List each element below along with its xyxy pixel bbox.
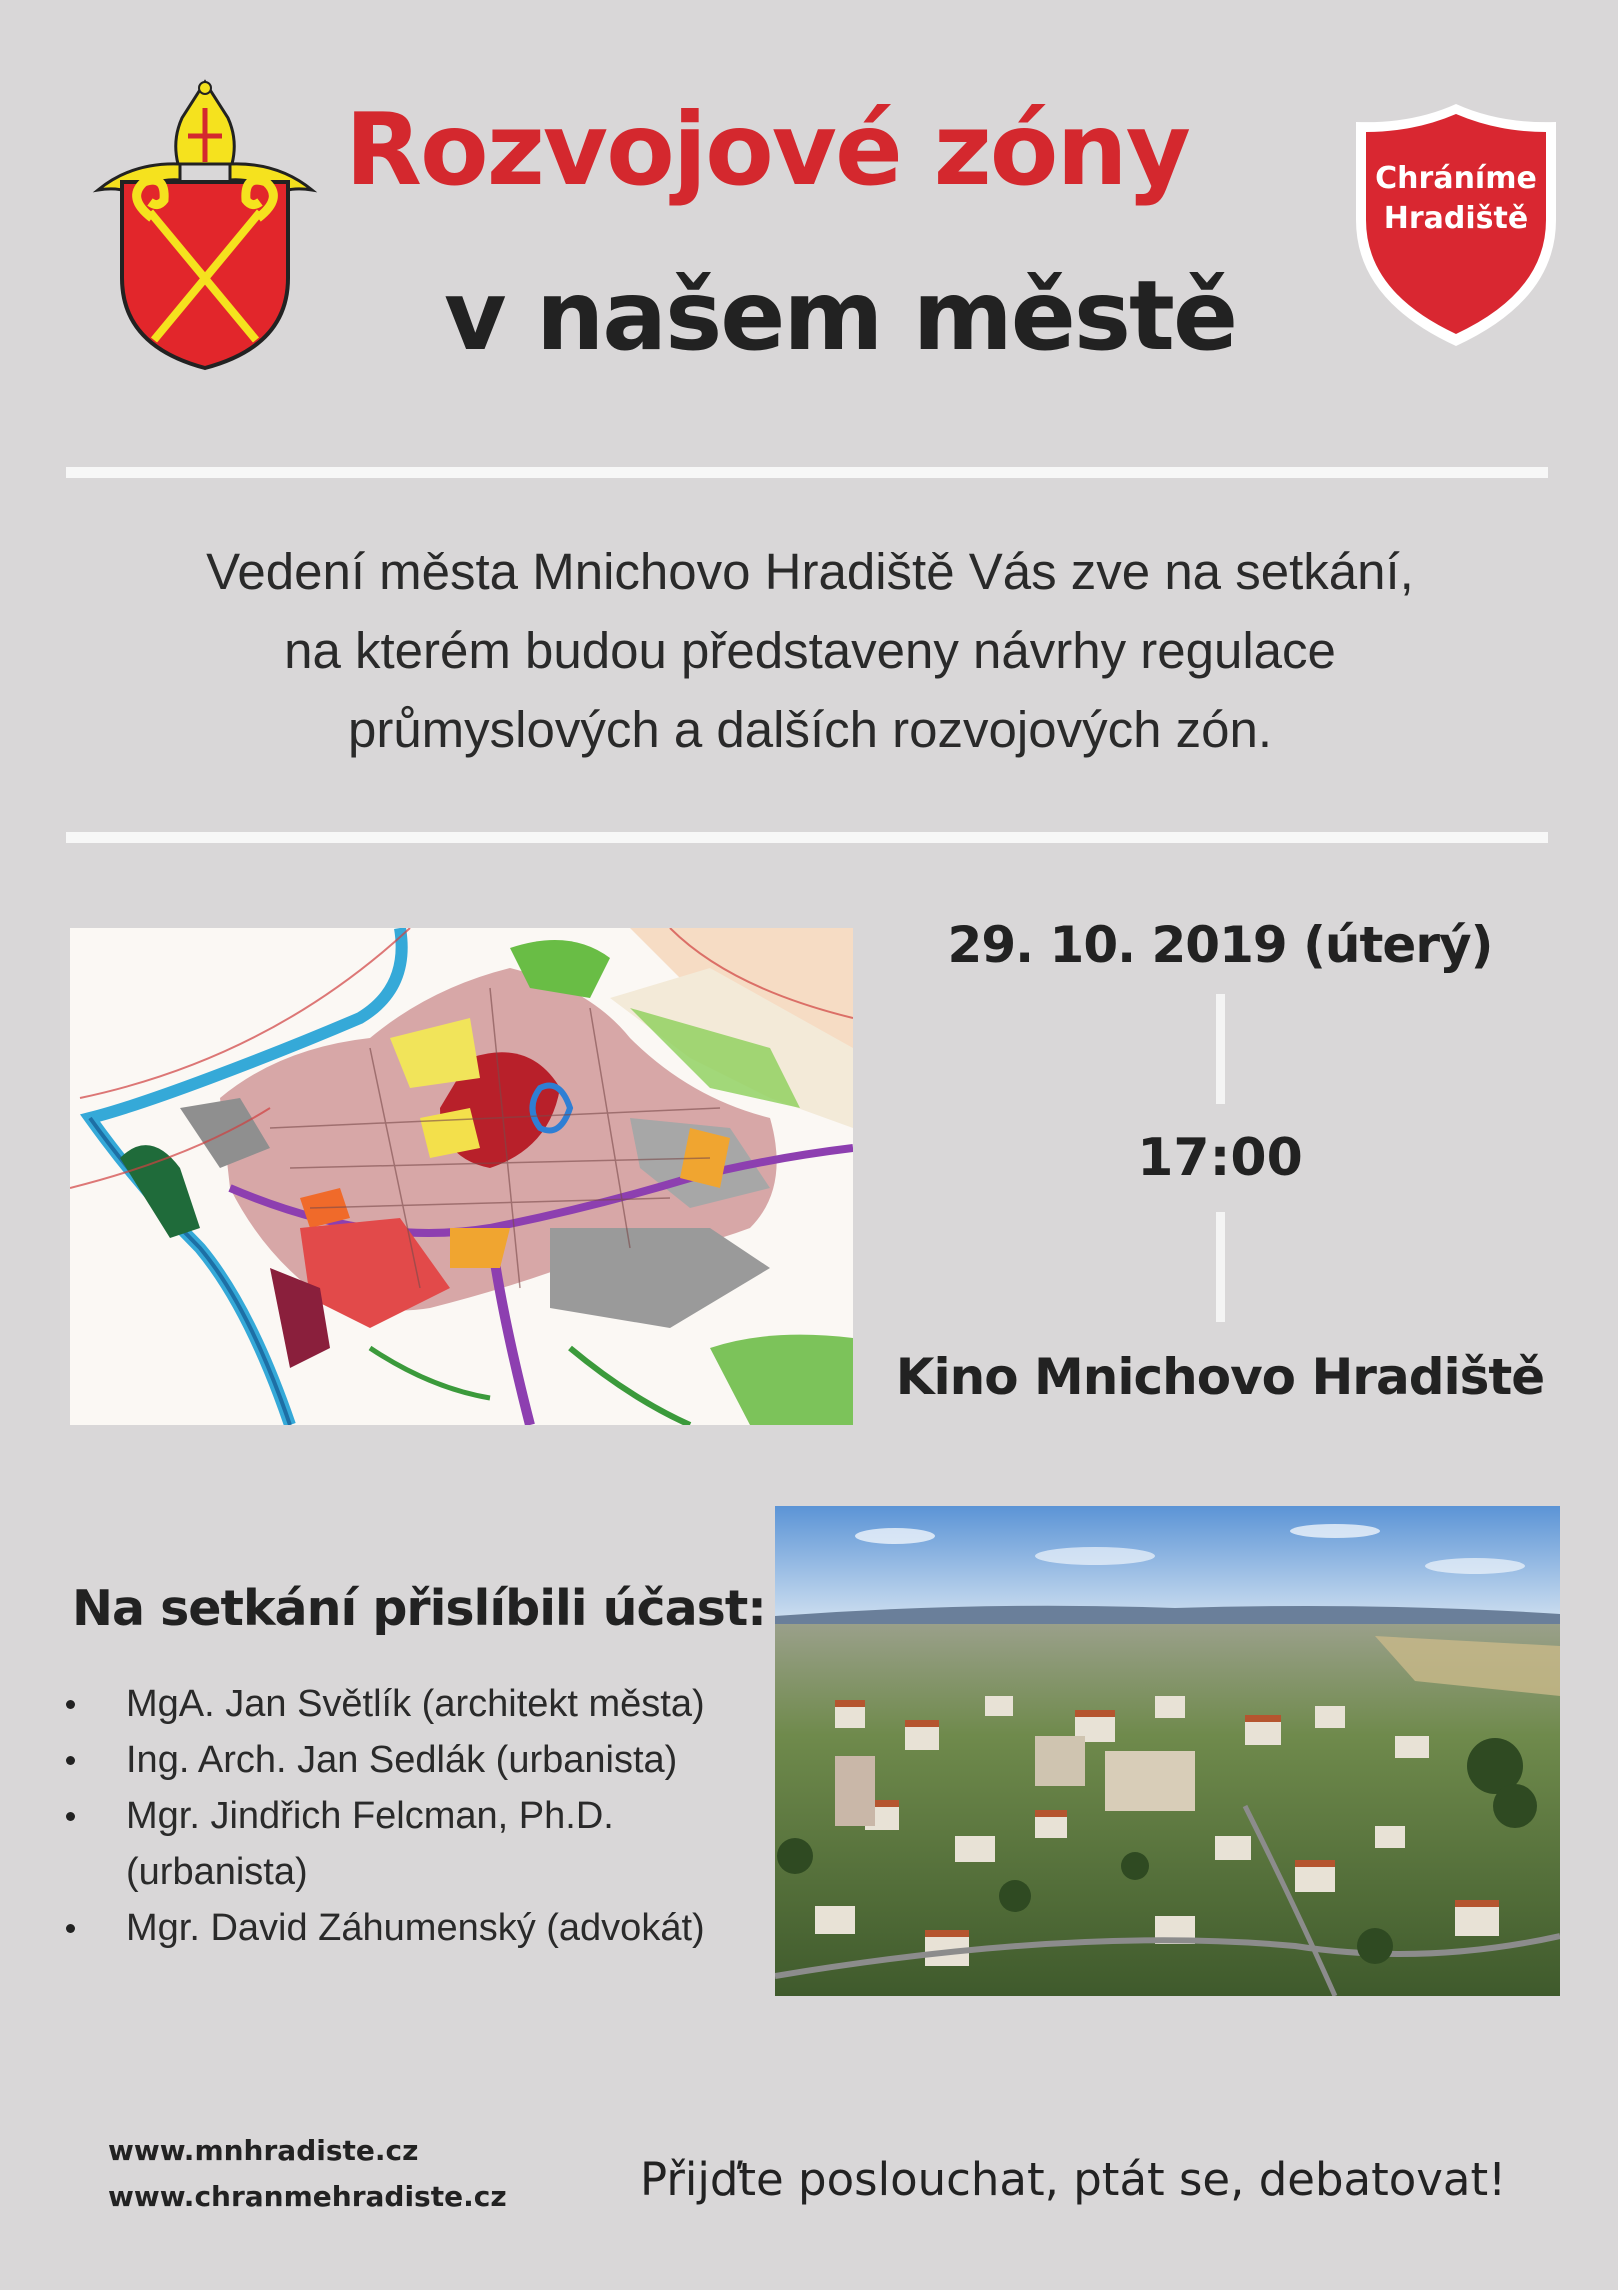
coat-of-arms-icon bbox=[92, 78, 318, 378]
slogan: Přijďte poslouchat, ptát se, debatovat! bbox=[640, 2153, 1507, 2206]
badge-line2: Hradiště bbox=[1383, 201, 1529, 236]
event-place: Kino Mnichovo Hradiště bbox=[895, 1348, 1545, 1406]
website-links bbox=[108, 2128, 628, 2220]
invitation-line3: průmyslových a dalších rozvojových zón. bbox=[347, 701, 1273, 758]
shield-badge-icon bbox=[1350, 100, 1562, 350]
invitation-line1: Vedení města Mnichovo Hradiště Vás zve na setkání, bbox=[206, 543, 1414, 600]
website-link-initiative[interactable]: www.chranmehradiste.cz bbox=[108, 2180, 507, 2213]
title-line1: Rozvojové zóny bbox=[345, 91, 1189, 208]
invitation-text bbox=[80, 532, 1540, 769]
town-aerial-photo bbox=[775, 1506, 1560, 1996]
event-time: 17:00 bbox=[1137, 1128, 1303, 1188]
zoning-map-image bbox=[70, 928, 853, 1425]
title-line2: v našem městě bbox=[443, 260, 1237, 372]
list-item: Mgr. Jindřich Felcman, Ph.D. (urbanista) bbox=[62, 1788, 782, 1900]
list-item: Mgr. David Záhumenský (advokát) bbox=[62, 1900, 782, 1956]
badge-line1: Chráníme bbox=[1375, 161, 1537, 196]
divider-bottom bbox=[66, 832, 1548, 843]
separator-line bbox=[1216, 994, 1225, 1104]
event-date: 29. 10. 2019 (úterý) bbox=[947, 916, 1493, 974]
invitation-line2: na kterém budou představeny návrhy regulace bbox=[284, 622, 1336, 679]
participants-list bbox=[62, 1676, 782, 1956]
list-item: MgA. Jan Světlík (architekt města) bbox=[62, 1676, 782, 1732]
list-item: Ing. Arch. Jan Sedlák (urbanista) bbox=[62, 1732, 782, 1788]
separator-line bbox=[1216, 1212, 1225, 1322]
participants-heading: Na setkání přislíbili účast: bbox=[72, 1580, 766, 1637]
divider-top bbox=[66, 467, 1548, 478]
website-link-city[interactable]: www.mnhradiste.cz bbox=[108, 2134, 419, 2167]
